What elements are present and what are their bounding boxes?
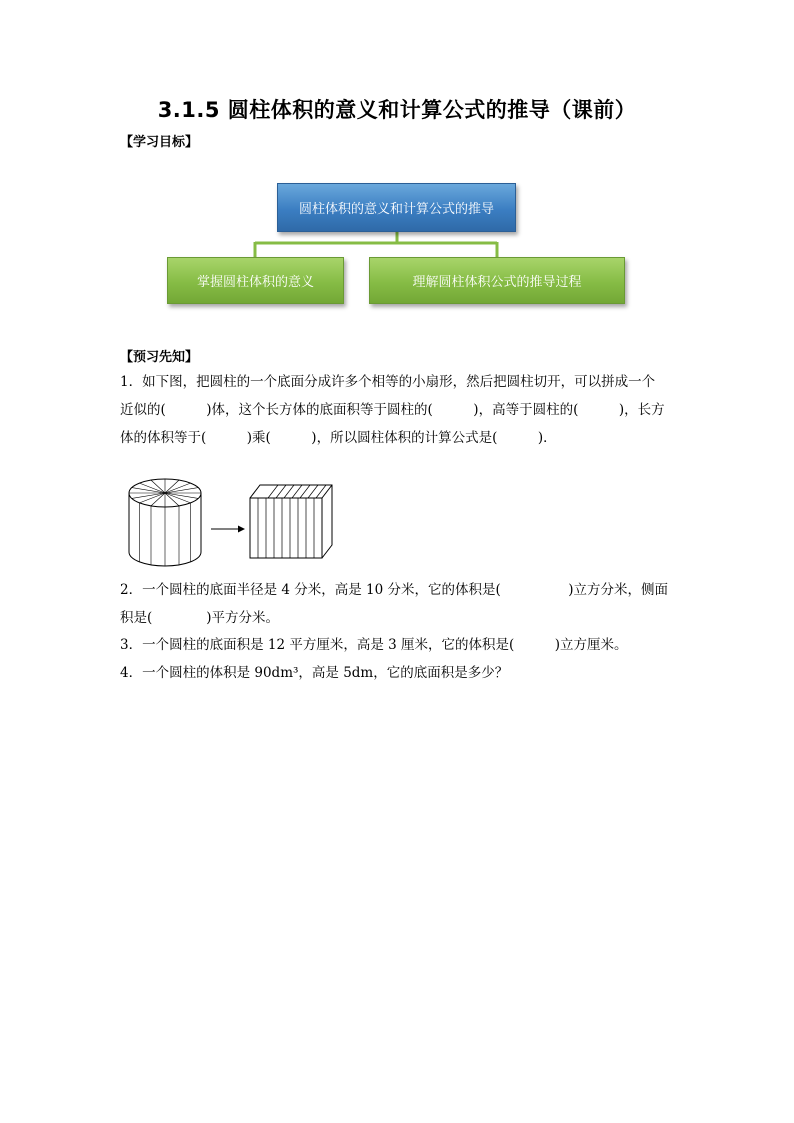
question-3-line-1: 3．一个圆柱的底面积是 12 平方厘米，高是 3 厘米，它的体积是( )立方厘米。	[120, 637, 628, 653]
question-1-line-3: 体的体积等于( )乘( )，所以圆柱体积的计算公式是( )．	[120, 430, 557, 446]
goal-node-derivation: 理解圆柱体积公式的推导过程	[369, 257, 625, 304]
question-2-line-1: 2．一个圆柱的底面半径是 4 分米，高是 10 分米，它的体积是( )立方分米，侧面	[120, 582, 669, 598]
page-title: 3.1.5 圆柱体积的意义和计算公式的推导（课前）	[157, 98, 637, 122]
question-2	[120, 576, 680, 632]
arrow-right-icon	[211, 526, 245, 533]
section-preview-heading: 【预习先知】	[120, 350, 199, 365]
question-3	[120, 631, 680, 659]
cuboid-icon	[250, 485, 332, 558]
cylinder-icon	[129, 479, 201, 566]
cylinder-to-cuboid-figure	[126, 472, 338, 568]
question-2-line-2: 积是( )平方分米。	[120, 610, 280, 626]
goal-root-node: 圆柱体积的意义和计算公式的推导	[277, 183, 516, 232]
question-1-line-2: 近似的( )体，这个长方体的底面积等于圆柱的( )，高等于圆柱的( )，长方	[120, 402, 665, 418]
question-1-line-1: 1．如下图，把圆柱的一个底面分成许多个相等的小扇形，然后把圆柱切开，可以拼成一个	[120, 374, 656, 390]
question-4-line-1: 4．一个圆柱的体积是 90dm³，高是 5dm，它的底面积是多少？	[120, 665, 509, 681]
question-1	[120, 368, 680, 452]
question-4	[120, 659, 680, 687]
goal-node-meaning: 掌握圆柱体积的意义	[167, 257, 344, 304]
section-goals-heading: 【学习目标】	[120, 135, 199, 150]
